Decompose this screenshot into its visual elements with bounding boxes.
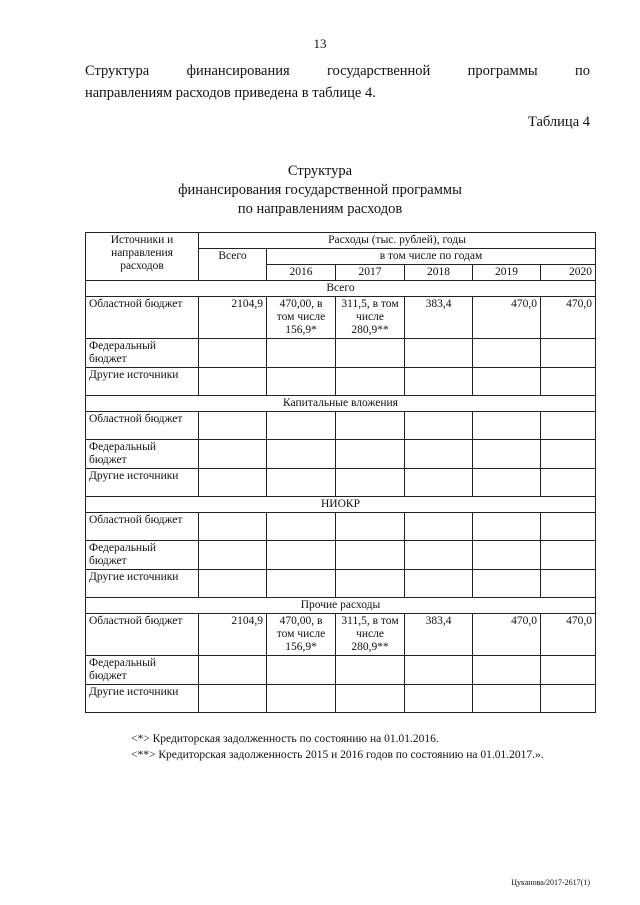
value-cell <box>199 469 267 497</box>
value-cell <box>541 469 596 497</box>
value-cell <box>336 685 405 713</box>
value-cell <box>336 513 405 541</box>
value-cell <box>267 541 336 570</box>
section-header: Капитальные вложения <box>86 396 596 412</box>
value-cell: 470,00, в том числе 156,9* <box>267 614 336 656</box>
header-year: 2019 <box>473 265 541 281</box>
value-cell <box>405 685 473 713</box>
value-cell <box>199 685 267 713</box>
table-row <box>86 541 596 570</box>
value-cell <box>267 368 336 396</box>
value-cell <box>199 513 267 541</box>
value-cell <box>473 412 541 440</box>
value-cell <box>541 368 596 396</box>
value-cell <box>336 570 405 598</box>
header-sources: Источники и направления расходов <box>86 233 199 281</box>
intro-line-1 <box>85 60 590 82</box>
source-cell: Областной бюджет <box>86 513 199 541</box>
value-cell <box>336 656 405 685</box>
value-cell <box>336 469 405 497</box>
source-cell: Федеральный бюджет <box>86 541 199 570</box>
title-line: Структура <box>287 163 353 179</box>
header-expenses: Расходы (тыс. рублей), годы <box>199 233 596 249</box>
value-cell <box>541 440 596 469</box>
value-cell: 311,5, в том числе 280,9** <box>336 297 405 339</box>
section-row <box>86 281 596 297</box>
table-row <box>86 570 596 598</box>
value-cell: 470,0 <box>473 297 541 339</box>
section-row <box>86 396 596 412</box>
source-cell: Другие источники <box>86 685 199 713</box>
section-header: Всего <box>86 281 596 297</box>
title-line: финансирования государственной программы <box>178 182 462 198</box>
header-year: 2018 <box>405 265 473 281</box>
header-year: 2020 <box>541 265 596 281</box>
value-cell <box>405 656 473 685</box>
value-cell <box>473 513 541 541</box>
value-cell <box>336 412 405 440</box>
value-cell <box>405 469 473 497</box>
value-cell <box>267 440 336 469</box>
source-cell: Областной бюджет <box>86 614 199 656</box>
intro-word: программы <box>467 63 538 79</box>
value-cell <box>541 339 596 368</box>
source-cell: Другие источники <box>86 469 199 497</box>
value-cell <box>541 656 596 685</box>
source-cell: Другие источники <box>86 368 199 396</box>
source-cell: Областной бюджет <box>86 297 199 339</box>
table-body <box>86 281 596 713</box>
value-cell <box>336 339 405 368</box>
value-cell <box>267 339 336 368</box>
section-row <box>86 497 596 513</box>
table-row <box>86 513 596 541</box>
value-cell <box>541 570 596 598</box>
section-row <box>86 598 596 614</box>
value-cell <box>405 541 473 570</box>
intro-word: Структура <box>85 63 150 79</box>
value-cell <box>199 656 267 685</box>
value-cell <box>473 570 541 598</box>
table-caption: Таблица 4 <box>527 114 590 130</box>
value-cell <box>473 339 541 368</box>
table-row <box>86 412 596 440</box>
source-cell: Федеральный бюджет <box>86 656 199 685</box>
footnote: <*> Кредиторская задолженность по состоянию на 01.01.2016. <box>131 733 439 745</box>
header-year: 2017 <box>336 265 405 281</box>
intro-word: государственной <box>326 63 431 79</box>
value-cell: 470,0 <box>541 297 596 339</box>
value-cell <box>199 412 267 440</box>
value-cell <box>199 368 267 396</box>
table-row <box>86 469 596 497</box>
header-year: 2016 <box>267 265 336 281</box>
value-cell <box>267 570 336 598</box>
footnote: <**> Кредиторская задолженность 2015 и 2016 годов по состоянию на 01.01.2017.». <box>131 749 544 761</box>
value-cell <box>405 513 473 541</box>
intro-word: финансирования <box>186 63 290 79</box>
financing-table <box>85 232 596 713</box>
value-cell <box>473 368 541 396</box>
source-cell: Федеральный бюджет <box>86 339 199 368</box>
header-by-years: в том числе по годам <box>267 249 596 265</box>
value-cell: 470,0 <box>541 614 596 656</box>
value-cell <box>473 469 541 497</box>
value-cell: 2104,9 <box>199 614 267 656</box>
value-cell: 470,0 <box>473 614 541 656</box>
table-row <box>86 339 596 368</box>
value-cell <box>541 685 596 713</box>
value-cell <box>405 412 473 440</box>
table-row <box>86 368 596 396</box>
value-cell: 311,5, в том числе 280,9** <box>336 614 405 656</box>
value-cell <box>473 685 541 713</box>
section-header: Прочие расходы <box>86 598 596 614</box>
value-cell <box>267 685 336 713</box>
source-cell: Федеральный бюджет <box>86 440 199 469</box>
value-cell <box>405 368 473 396</box>
table-row <box>86 297 596 339</box>
value-cell: 383,4 <box>405 614 473 656</box>
value-cell <box>473 656 541 685</box>
intro-word: по <box>574 63 590 79</box>
value-cell <box>336 368 405 396</box>
value-cell <box>199 541 267 570</box>
section-header: НИОКР <box>86 497 596 513</box>
value-cell <box>405 570 473 598</box>
value-cell <box>199 570 267 598</box>
value-cell <box>541 412 596 440</box>
value-cell <box>541 513 596 541</box>
value-cell <box>336 440 405 469</box>
footnotes <box>131 731 544 763</box>
source-cell: Областной бюджет <box>86 412 199 440</box>
table-row <box>86 685 596 713</box>
value-cell <box>405 440 473 469</box>
title-line: по направлениям расходов <box>237 201 403 217</box>
value-cell <box>199 339 267 368</box>
intro-line-2: направлениям расходов приведена в таблице 4. <box>85 85 376 101</box>
value-cell <box>473 440 541 469</box>
value-cell <box>336 541 405 570</box>
value-cell <box>541 541 596 570</box>
value-cell <box>267 412 336 440</box>
source-cell: Другие источники <box>86 570 199 598</box>
value-cell: 2104,9 <box>199 297 267 339</box>
table-title <box>0 162 640 219</box>
table-row <box>86 614 596 656</box>
value-cell: 383,4 <box>405 297 473 339</box>
page-number: 13 <box>313 36 327 51</box>
value-cell <box>473 541 541 570</box>
table-row <box>86 656 596 685</box>
value-cell <box>267 513 336 541</box>
value-cell <box>267 656 336 685</box>
value-cell <box>405 339 473 368</box>
header-total: Всего <box>199 249 267 281</box>
intro-paragraph <box>85 60 590 104</box>
header-row-1 <box>86 233 596 249</box>
document-code: Цуканова/2017-2617(1) <box>511 878 590 887</box>
value-cell: 470,00, в том числе 156,9* <box>267 297 336 339</box>
value-cell <box>267 469 336 497</box>
value-cell <box>199 440 267 469</box>
table-row <box>86 440 596 469</box>
